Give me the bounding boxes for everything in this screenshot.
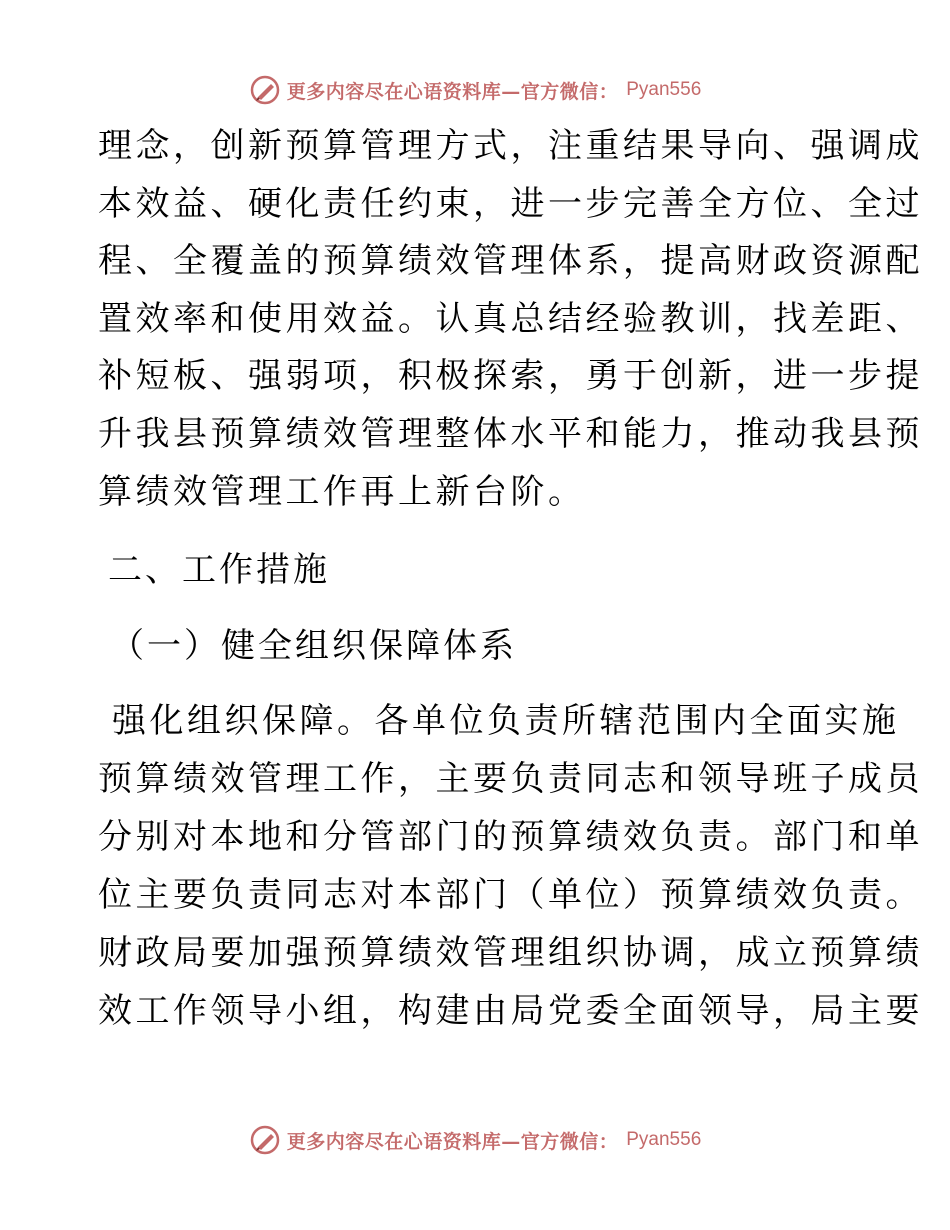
text-line: 财政局要加强预算绩效管理组织协调，成立预算绩 bbox=[98, 933, 923, 973]
watermark-text: 更多内容尽在心语资料库—官方微信： bbox=[286, 1130, 619, 1153]
text-line: 本效益、硬化责任约束，进一步完善全方位、全过 bbox=[98, 183, 923, 224]
watermark-text: 更多内容尽在心语资料库—官方微信： bbox=[286, 80, 619, 103]
text-line: 理念，创新预算管理方式，注重结果导向、强调成 bbox=[98, 126, 923, 166]
text-line: 置效率和使用效益。认真总结经验教训，找差距、 bbox=[98, 298, 923, 339]
text-line: 补短板、强弱项，积极探索，勇于创新，进一步提 bbox=[98, 356, 923, 397]
paragraph-1 bbox=[98, 118, 923, 521]
text-line: 效工作领导小组，构建由局党委全面领导，局主要 bbox=[98, 991, 923, 1031]
section-heading: 二、工作措施 bbox=[108, 550, 330, 590]
watermark-id: Pyan556 bbox=[626, 1129, 702, 1150]
text-line: 位主要负责同志对本部门（单位）预算绩效负责。 bbox=[98, 875, 923, 915]
header-watermark bbox=[0, 70, 950, 110]
pen-logo-icon bbox=[249, 74, 281, 106]
text-line: 预算绩效管理工作，主要负责同志和领导班子成员 bbox=[98, 759, 923, 799]
text-line: 强化组织保障。各单位负责所辖范围内全面实施 bbox=[112, 701, 900, 741]
paragraph-2 bbox=[98, 692, 923, 1040]
text-line: 算绩效管理工作再上新台阶。 bbox=[98, 471, 586, 512]
text-line: 程、全覆盖的预算绩效管理体系，提高财政资源配 bbox=[98, 241, 923, 282]
pen-logo-icon bbox=[249, 1124, 281, 1156]
text-line: 分别对本地和分管部门的预算绩效负责。部门和单 bbox=[98, 817, 923, 857]
footer-watermark bbox=[0, 1120, 950, 1160]
watermark-id: Pyan556 bbox=[626, 79, 702, 100]
subsection-heading: （一）健全组织保障体系 bbox=[110, 626, 517, 666]
text-line: 升我县预算绩效管理整体水平和能力，推动我县预 bbox=[98, 413, 923, 454]
